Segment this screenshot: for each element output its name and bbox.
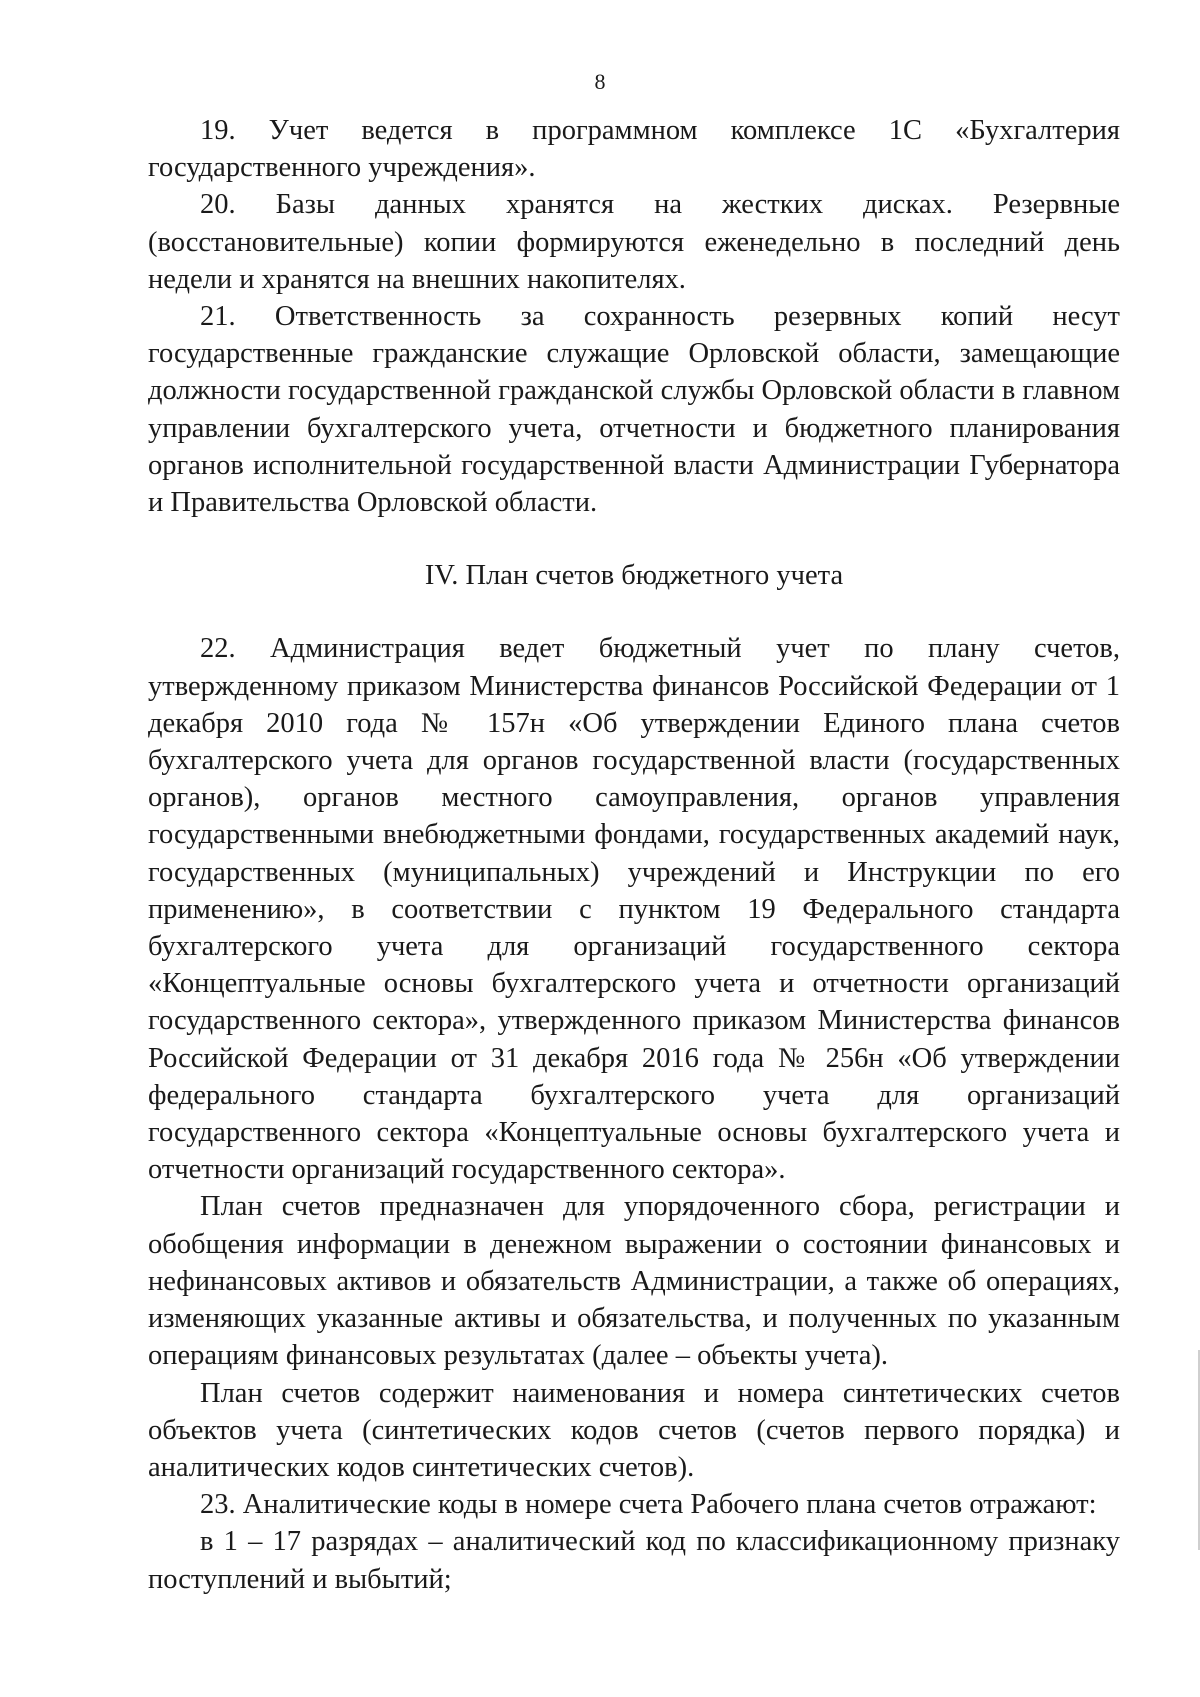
paragraph-chart-of-accounts-content: План счетов содержит наименования и номера синтетических счетов объектов учета (синтетических кодов счетов (счетов первого порядка) и аналитических кодов синтетических счетов). [148,1377,1120,1483]
paragraph-20: 20. Базы данных хранятся на жестких дисках. Резервные (восстановительные) копии формируются еженедельно в последний день недели и хранятся на внешних накопителях. [148,189,1120,295]
paragraph-19: 19. Учет ведется в программном комплексе 1С «Бухгалтерия государственного учреждения». [148,115,1120,184]
section-heading: IV. План счетов бюджетного учета [424,560,844,592]
paragraph-23: 23. Аналитические коды в номере счета Рабочего плана счетов отражают: [200,1489,1097,1521]
paragraph-23-item-1: в 1 – 17 разрядах – аналитический код по классификационному признаку поступлений и выбытий; [148,1526,1120,1595]
page-number: 8 [594,69,606,94]
paragraph-chart-of-accounts-purpose: План счетов предназначен для упорядоченного сбора, регистрации и обобщения информации в денежном выражении о состоянии финансовых и нефинансовых активов и обязательств Администрации, а также об операциях, изменяющих указанные активы и обязательства, и полученных по указанным операциям финансовых результатах (далее – объекты учета). [148,1191,1120,1372]
paragraph-21: 21. Ответственность за сохранность резервных копий несут государственные гражданские служащие Орловской области, замещающие должности государственной гражданской службы Орловской области в главном управлении бухгалтерского учета, отчетности и бюджетного планирования органов исполнительной государственной власти Администрации Губернатора и Правительства Орловской области. [148,301,1120,519]
document-body [148,112,1120,1598]
paragraph-22: 22. Администрация ведет бюджетный учет по плану счетов, утвержденному приказом Министерства финансов Российской Федерации от 1 декабря 2010 года № 157н «Об утверждении Единого плана счетов бухгалтерского учета для органов государственной власти (государственных органов), органов местного самоуправления, органов управления государственными внебюджетными фондами, государственных академий наук, государственных (муниципальных) учреждений и Инструкции по его применению», в соответствии с пунктом 19 Федерального стандарта бухгалтерского учета для организаций государственного сектора «Концептуальные основы бухгалтерского учета и отчетности организаций государственного сектора», утвержденного приказом Министерства финансов Российской Федерации от 31 декабря 2016 года № 256н «Об утверждении федерального стандарта бухгалтерского учета для организаций государственного сектора «Концептуальные основы бухгалтерского учета и отчетности организаций государственного сектора». [148,633,1120,1186]
